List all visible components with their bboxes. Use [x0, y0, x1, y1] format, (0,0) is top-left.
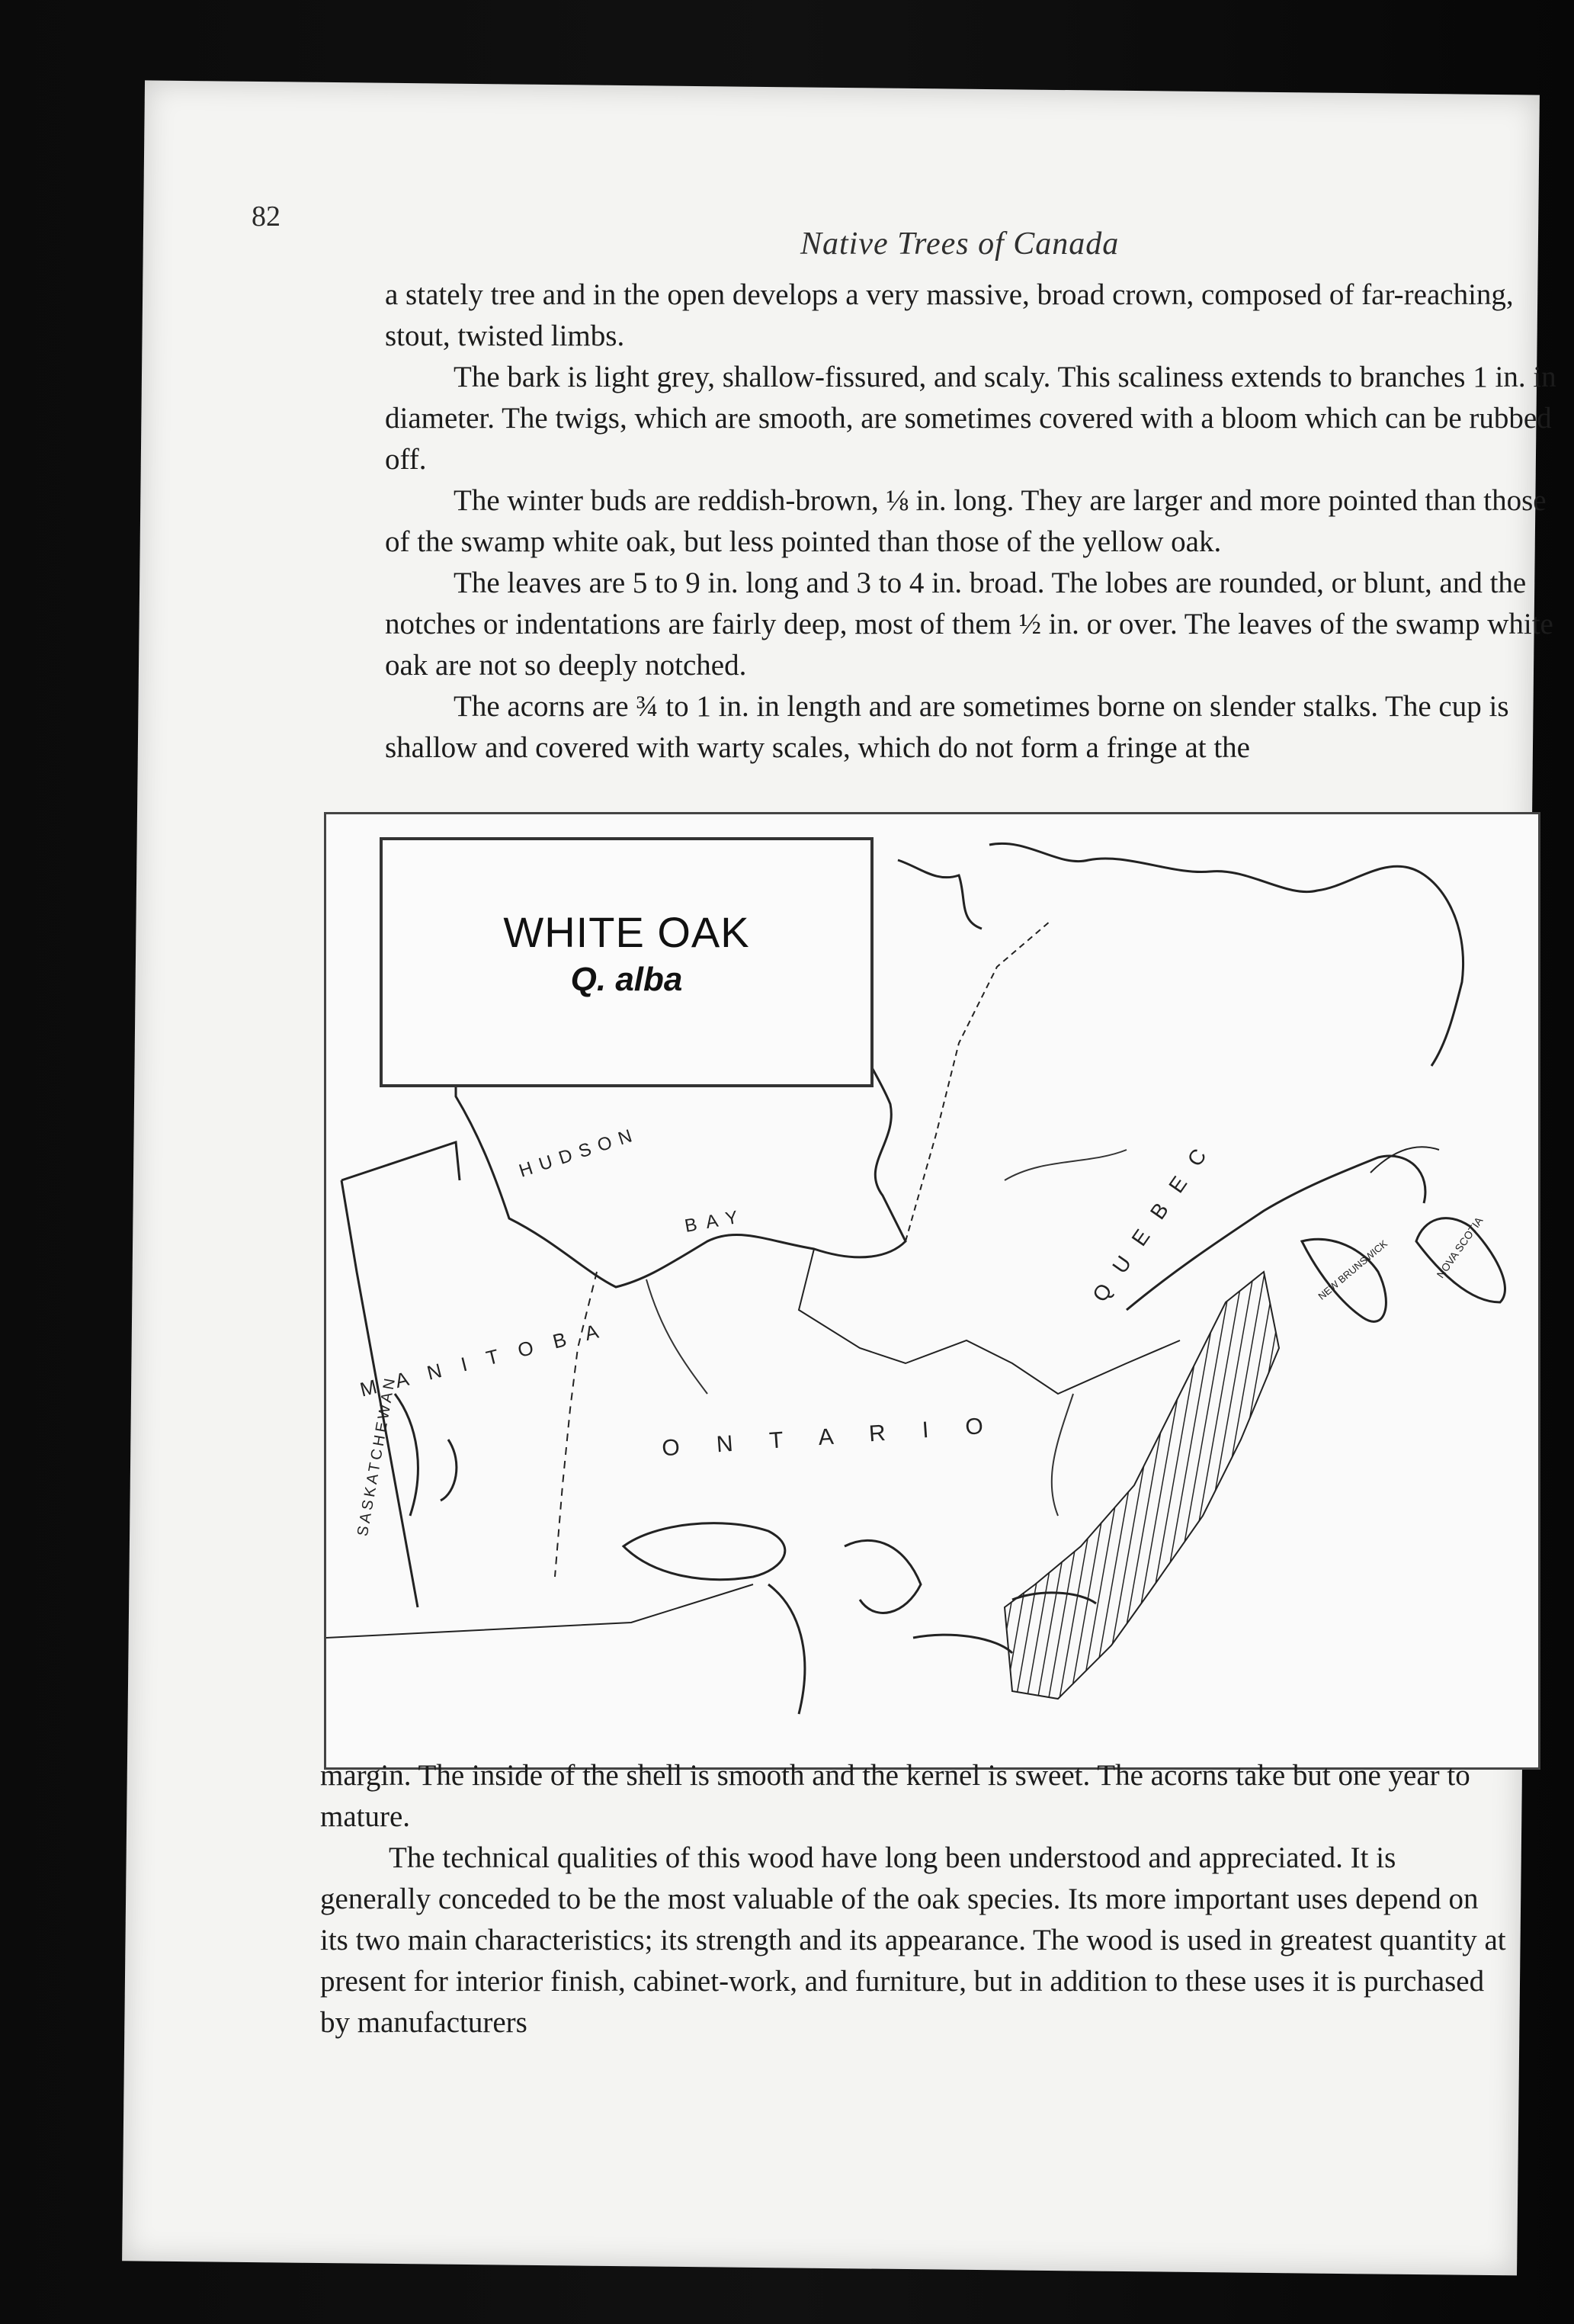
- map-title: WHITE OAK: [503, 908, 750, 956]
- label-quebec: Q U E B E C: [1088, 1139, 1215, 1307]
- lake-michigan: [768, 1584, 805, 1714]
- manitoba-ontario-boundary: [555, 1272, 597, 1577]
- top-text-block: [385, 274, 1566, 769]
- map-subtitle: Q. alba: [570, 961, 683, 998]
- label-new-brunswick: NEW BRUNSWICK: [1316, 1237, 1390, 1302]
- range-map: [324, 812, 1540, 1770]
- page-number: 82: [252, 201, 280, 233]
- paragraph-buds: The winter buds are reddish-brown, ⅛ in. long. They are larger and more pointed than those of the swamp white oak, but less pointed than those of the yellow oak.: [385, 484, 1547, 558]
- paragraph-technical-qualities: The technical qualities of this wood have long been understood and appreciated. It is generally conceded to be the most valuable of the oak species. Its more important uses depend on its two main characteristics; its strength and its appearance. The wood is used in greatest quantity at present for interior finish, cabinet-work, and furniture, but in addition to these uses it is purchased by manufacturers: [320, 1841, 1506, 2039]
- northern-quebec-coast: [989, 843, 1463, 1066]
- label-manitoba: M A N I T O B A: [357, 1318, 608, 1401]
- lake-huron: [845, 1540, 921, 1613]
- nova-scotia-outline: [1416, 1218, 1505, 1302]
- paragraph-crown: a stately tree and in the open develops a very massive, broad crown, composed of far-reaching, stout, twisted limbs.: [385, 278, 1514, 352]
- running-head: Native Trees of Canada: [800, 226, 1120, 262]
- map-legend-box: [380, 837, 874, 1087]
- label-ontario: O N T A R I O: [661, 1412, 999, 1462]
- bottom-text-block: [320, 1755, 1509, 2043]
- lake-superior: [624, 1523, 785, 1580]
- label-hudson: HUDSON: [516, 1123, 643, 1182]
- label-bay: BAY: [683, 1205, 749, 1237]
- label-saskatchewan: SASKATCHEWAN: [354, 1374, 399, 1538]
- lake-erie: [913, 1635, 1012, 1653]
- label-nova-scotia: NOVA SCOTIA: [1434, 1214, 1486, 1281]
- paragraph-acorns: The acorns are ¾ to 1 in. in length and are sometimes borne on slender stalks. The cup is shallow and covered with warty scales, which do not form a fringe at the: [385, 690, 1509, 764]
- white-oak-range: [1005, 1272, 1279, 1699]
- paragraph-leaves: The leaves are 5 to 9 in. long and 3 to 4 in. broad. The lobes are rounded, or blunt, and the notches or indentations are fairly deep, most of them ½ in. or over. The leaves of the swamp white oak are not so deeply notched.: [385, 567, 1553, 682]
- lake-winnipeg: [395, 1394, 457, 1516]
- paragraph-margin: margin. The inside of the shell is smooth and the kernel is sweet. The acorns take but one year to mature.: [320, 1759, 1470, 1833]
- paragraph-bark: The bark is light grey, shallow-fissured, and scaly. This scaliness extends to branches 1 in. in diameter. The twigs, which are smooth, are sometimes covered with a bloom which can be rubbed off.: [385, 361, 1556, 476]
